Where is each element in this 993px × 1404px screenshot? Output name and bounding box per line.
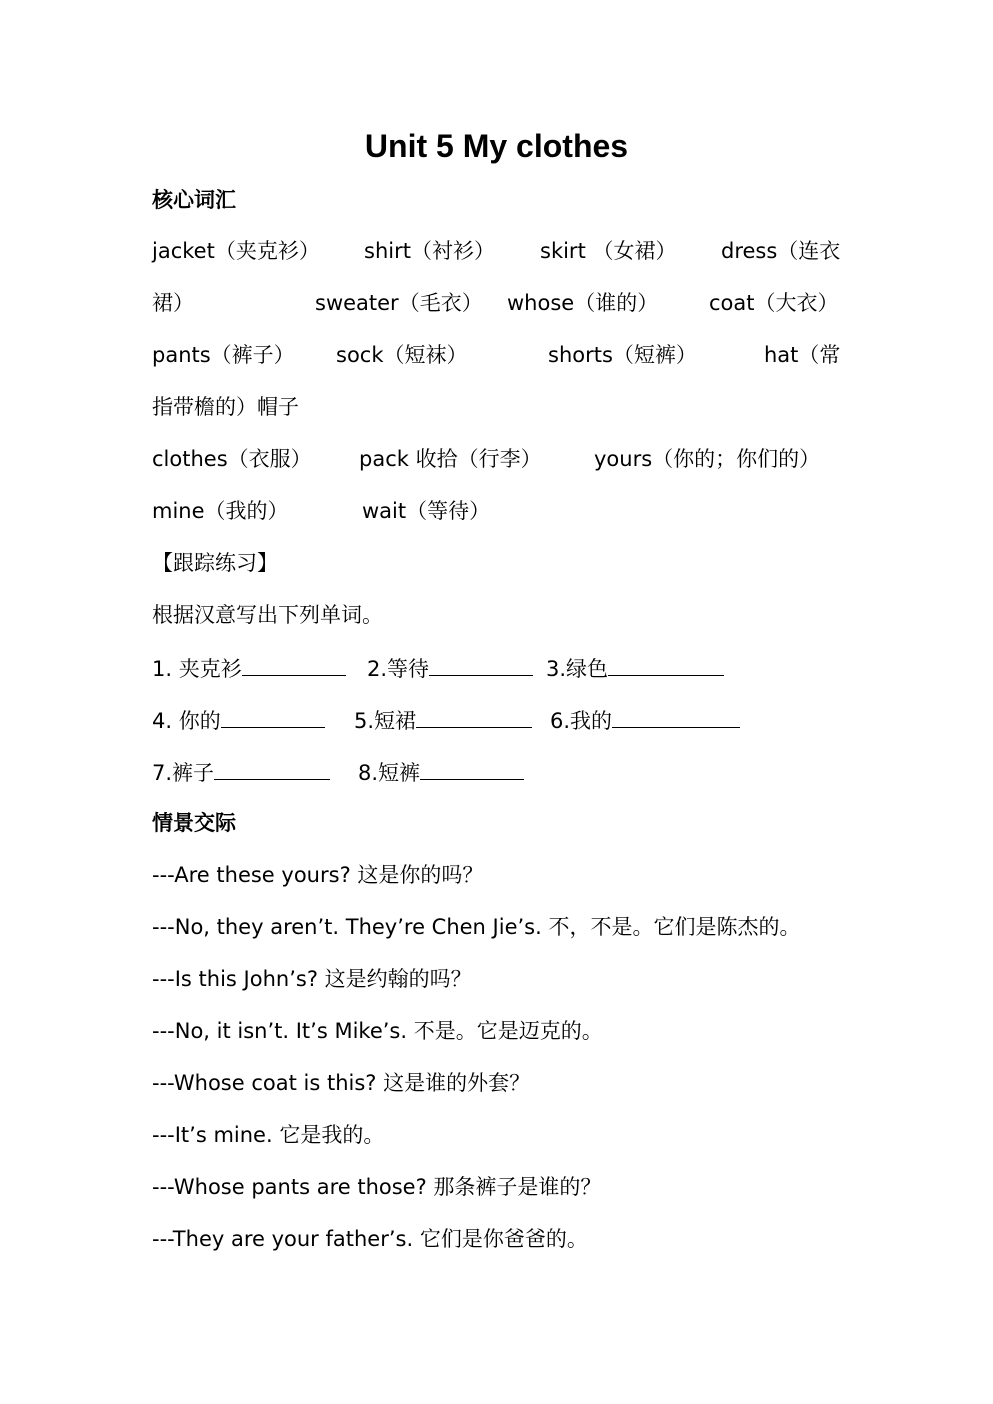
vocab-row (152, 443, 852, 475)
exercise-row (152, 755, 852, 787)
dialogue-heading: 情景交际 (152, 811, 236, 835)
dialogue-line: ---Whose coat is this? 这是谁的外套？ (152, 1071, 531, 1095)
vocab-item: shorts（短裤） (548, 343, 697, 367)
vocab-item: clothes（衣服） (152, 447, 312, 471)
answer-blank[interactable] (612, 703, 740, 728)
exercise-item (546, 651, 724, 685)
vocab-item: sweater（毛衣） (315, 291, 483, 315)
exercise-item (367, 651, 533, 685)
answer-blank[interactable] (214, 755, 330, 780)
vocab-item: dress（连衣 (721, 239, 841, 263)
dialogue-line: ---They are your father’s. 它们是你爸爸的。 (152, 1227, 588, 1251)
exercise-item (358, 755, 524, 789)
answer-blank[interactable] (429, 651, 533, 676)
exercise-label: 8.短裤 (358, 761, 421, 785)
vocab-item: skirt （女裙） (540, 239, 677, 263)
exercise-label: 7.裤子 (152, 761, 215, 785)
page-title: Unit 5 My clothes (364, 128, 629, 164)
exercise-row (152, 651, 852, 683)
answer-blank[interactable] (221, 703, 325, 728)
vocab-row (152, 339, 852, 371)
exercise-item (152, 651, 346, 685)
answer-blank[interactable] (242, 651, 346, 676)
exercise-label: 4. 你的 (152, 709, 221, 733)
dialogue-line: ---It’s mine. 它是我的。 (152, 1123, 385, 1147)
vocab-item: whose（谁的） (507, 291, 659, 315)
exercise-row (152, 703, 852, 735)
vocab-item: wait（等待） (362, 499, 491, 523)
exercise-item (152, 755, 330, 789)
vocab-row (152, 235, 852, 267)
vocab-item: mine（我的） (152, 499, 289, 523)
dialogue-line: ---No, they aren’t. They’re Chen Jie’s. 不，不是。它们是陈杰的。 (152, 915, 801, 939)
answer-blank[interactable] (608, 651, 724, 676)
vocab-item: pants（裤子） (152, 343, 295, 367)
exercise-item (354, 703, 532, 737)
vocab-item: pack 收拾（行李） (359, 447, 542, 471)
exercise-label: 1. 夹克衫 (152, 657, 242, 681)
dialogue-line: ---No, it isn’t. It’s Mike’s. 不是。它是迈克的。 (152, 1019, 603, 1043)
vocab-item: 指带檐的）帽子 (152, 395, 299, 419)
practice-instruction: 根据汉意写出下列单词。 (152, 603, 383, 627)
vocab-item: hat（常 (764, 343, 841, 367)
practice-heading: 【跟踪练习】 (152, 551, 278, 575)
answer-blank[interactable] (420, 755, 524, 780)
exercise-label: 6.我的 (550, 709, 613, 733)
vocab-row (152, 287, 852, 319)
exercise-label: 3.绿色 (546, 657, 609, 681)
dialogue-line: ---Is this John’s? 这是约翰的吗？ (152, 967, 472, 991)
exercise-item (550, 703, 740, 737)
vocab-item: 裙） (152, 291, 194, 315)
vocab-item: coat（大衣） (709, 291, 839, 315)
vocab-item: yours（你的；你们的） (594, 447, 821, 471)
vocab-item: shirt（衬衫） (364, 239, 495, 263)
exercise-label: 5.短裙 (354, 709, 417, 733)
vocab-row (152, 391, 852, 423)
vocab-item: jacket（夹克衫） (152, 239, 320, 263)
exercise-item (152, 703, 325, 737)
exercise-label: 2.等待 (367, 657, 430, 681)
vocab-row (152, 495, 852, 527)
vocab-heading: 核心词汇 (152, 188, 236, 212)
dialogue-line: ---Are these yours? 这是你的吗？ (152, 863, 484, 887)
vocab-item: sock（短袜） (336, 343, 468, 367)
answer-blank[interactable] (416, 703, 532, 728)
dialogue-line: ---Whose pants are those? 那条裤子是谁的？ (152, 1175, 602, 1199)
